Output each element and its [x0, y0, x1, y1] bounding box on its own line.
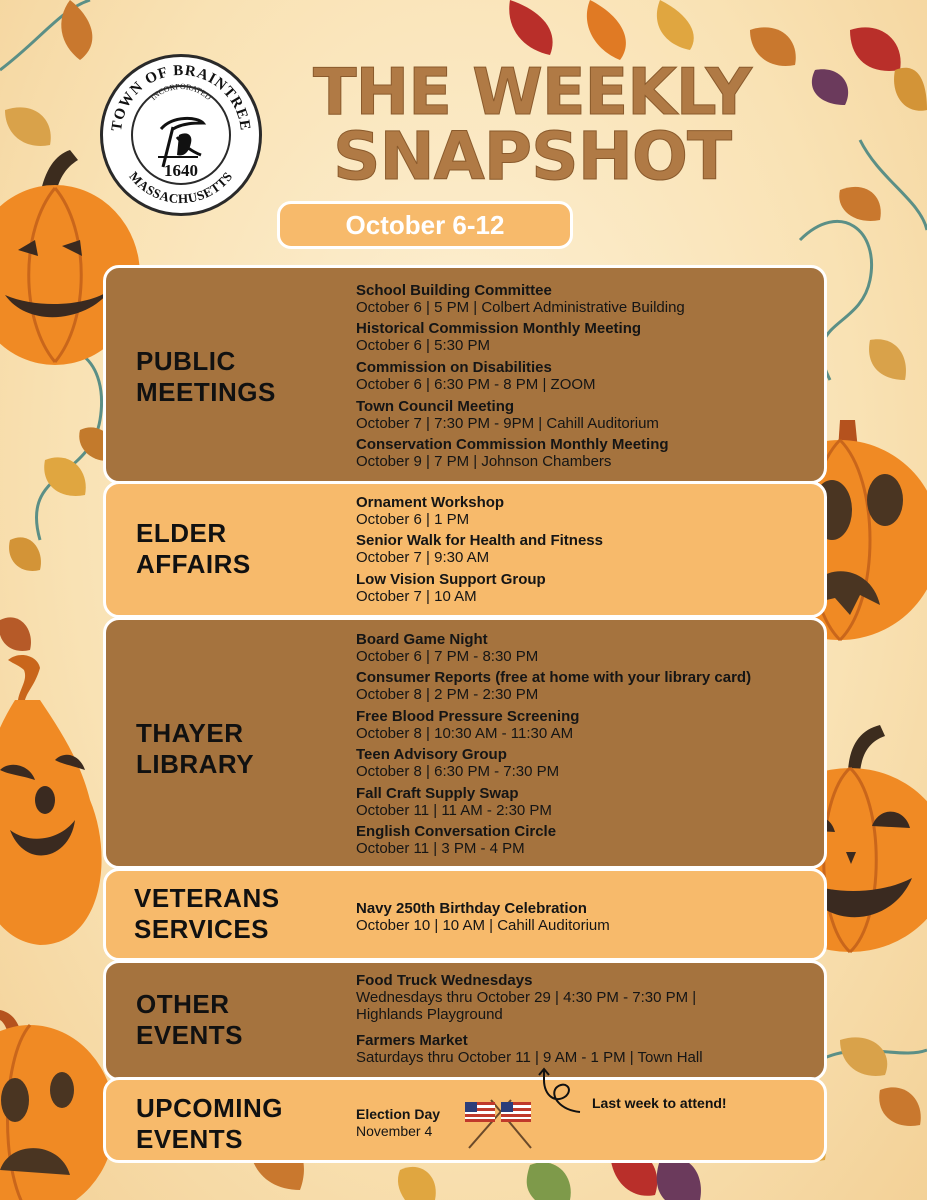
seal-inner-text: INCORPORATED: [148, 81, 214, 103]
heading-line: LIBRARY: [136, 749, 255, 779]
event-list: [356, 1106, 466, 1140]
event-list: [356, 494, 814, 605]
section-heading: [136, 989, 243, 1051]
event-title: Low Vision Support Group: [356, 571, 546, 588]
event-title: Farmers Market: [356, 1032, 468, 1049]
event-details: October 8 | 10:30 AM - 11:30 AM: [356, 725, 574, 742]
event-details: October 6 | 5:30 PM: [356, 337, 490, 354]
event-title: Navy 250th Birthday Celebration: [356, 900, 587, 917]
event-details: October 9 | 7 PM | Johnson Chambers: [356, 453, 612, 470]
heading-line: OTHER: [136, 989, 230, 1019]
event-list: [356, 282, 814, 470]
event-list: [356, 972, 814, 1066]
heading-line: UPCOMING: [136, 1093, 283, 1123]
event-details: October 10 | 10 AM | Cahill Auditorium: [356, 917, 610, 934]
event-title: School Building Committee: [356, 282, 552, 299]
event-item: [356, 900, 814, 934]
event-title: Fall Craft Supply Swap: [356, 785, 519, 802]
event-item: [356, 823, 814, 857]
section-public-meetings: [103, 265, 827, 484]
section-thayer-library: [103, 617, 827, 869]
crossed-american-flags-icon: [461, 1096, 541, 1154]
heading-line: EVENTS: [136, 1124, 244, 1154]
section-heading: [134, 883, 280, 945]
event-details: October 11 | 11 AM - 2:30 PM: [356, 802, 552, 819]
event-item: [356, 631, 814, 669]
event-details: October 7 | 9:30 AM: [356, 549, 490, 566]
event-item: [356, 669, 814, 708]
event-item: [356, 571, 814, 605]
seal-top-text: TOWN OF BRAINTREE: [108, 62, 254, 133]
event-details: Saturdays thru October 11 | 9 AM - 1 PM | Town Hall: [356, 1049, 703, 1066]
heading-line: MEETINGS: [136, 377, 276, 407]
event-item: [356, 436, 814, 470]
seal-bottom-text: MASSACHUSETTS: [126, 168, 236, 207]
event-list: [356, 900, 814, 934]
section-other-events: [103, 960, 827, 1081]
heading-line: EVENTS: [136, 1020, 244, 1050]
section-veterans-services: [103, 868, 827, 961]
town-seal-logo: [100, 54, 262, 216]
event-item: [356, 708, 814, 746]
section-heading: [136, 718, 254, 780]
section-heading: [136, 346, 276, 408]
event-title: Commission on Disabilities: [356, 359, 552, 376]
event-details: October 6 | 6:30 PM - 8 PM | ZOOM: [356, 376, 596, 393]
pumpkin-icon: [0, 1010, 115, 1200]
event-item: [356, 494, 814, 532]
event-item: [356, 359, 814, 398]
heading-line: PUBLIC: [136, 346, 236, 376]
event-title: Free Blood Pressure Screening: [356, 708, 580, 725]
event-item: [356, 1032, 814, 1066]
event-title: Teen Advisory Group: [356, 746, 507, 763]
event-title: Ornament Workshop: [356, 494, 505, 511]
event-details: October 7 | 10 AM: [356, 588, 477, 605]
event-details: October 6 | 5 PM | Colbert Administrative Building: [356, 299, 685, 316]
event-title: Food Truck Wednesdays: [356, 972, 533, 989]
event-title: Town Council Meeting: [356, 398, 515, 415]
section-heading: [136, 1093, 283, 1155]
pumpkin-icon: [0, 655, 102, 945]
event-details: Wednesdays thru October 29 | 4:30 PM - 7:30 PM |: [356, 989, 697, 1006]
event-details: October 7 | 7:30 PM - 9PM | Cahill Auditorium: [356, 415, 659, 432]
event-item: [356, 746, 814, 785]
event-item: [356, 282, 814, 320]
heading-line: VETERANS: [134, 883, 280, 913]
page-title-line1: THE WEEKLY: [313, 56, 751, 130]
event-details: October 8 | 6:30 PM - 7:30 PM: [356, 763, 560, 780]
date-range-badge: October 6-12: [277, 201, 573, 249]
event-title: Election Day: [356, 1106, 441, 1122]
event-details: Highlands Playground: [356, 1006, 503, 1023]
event-item: [356, 320, 814, 359]
attendance-note: Last week to attend!: [592, 1095, 727, 1111]
event-item: [356, 532, 814, 571]
heading-line: ELDER: [136, 518, 227, 548]
event-list: [356, 631, 814, 857]
event-item: [356, 1106, 466, 1140]
section-elder-affairs: [103, 481, 827, 618]
event-title: Consumer Reports (free at home with your library card): [356, 669, 752, 686]
heading-line: AFFAIRS: [136, 549, 251, 579]
event-details: October 8 | 2 PM - 2:30 PM: [356, 686, 539, 703]
event-details: October 6 | 7 PM - 8:30 PM: [356, 648, 539, 665]
curly-arrow-icon: [536, 1066, 586, 1128]
event-title: Senior Walk for Health and Fitness: [356, 532, 603, 549]
heading-line: THAYER: [136, 718, 244, 748]
event-item: [356, 785, 814, 823]
event-details: November 4: [356, 1123, 433, 1139]
event-item: [356, 398, 814, 436]
page-title-line2: SNAPSHOT: [332, 118, 732, 195]
heading-line: SERVICES: [134, 914, 270, 944]
seal-year: 1640: [164, 161, 198, 180]
event-title: Conservation Commission Monthly Meeting: [356, 436, 669, 453]
event-item: [356, 972, 814, 1032]
section-upcoming-events: [103, 1077, 827, 1163]
event-details: October 6 | 1 PM: [356, 511, 470, 528]
event-title: English Conversation Circle: [356, 823, 557, 840]
section-heading: [136, 518, 251, 580]
event-details: October 11 | 3 PM - 4 PM: [356, 840, 525, 857]
event-title: Historical Commission Monthly Meeting: [356, 320, 642, 337]
event-title: Board Game Night: [356, 631, 488, 648]
